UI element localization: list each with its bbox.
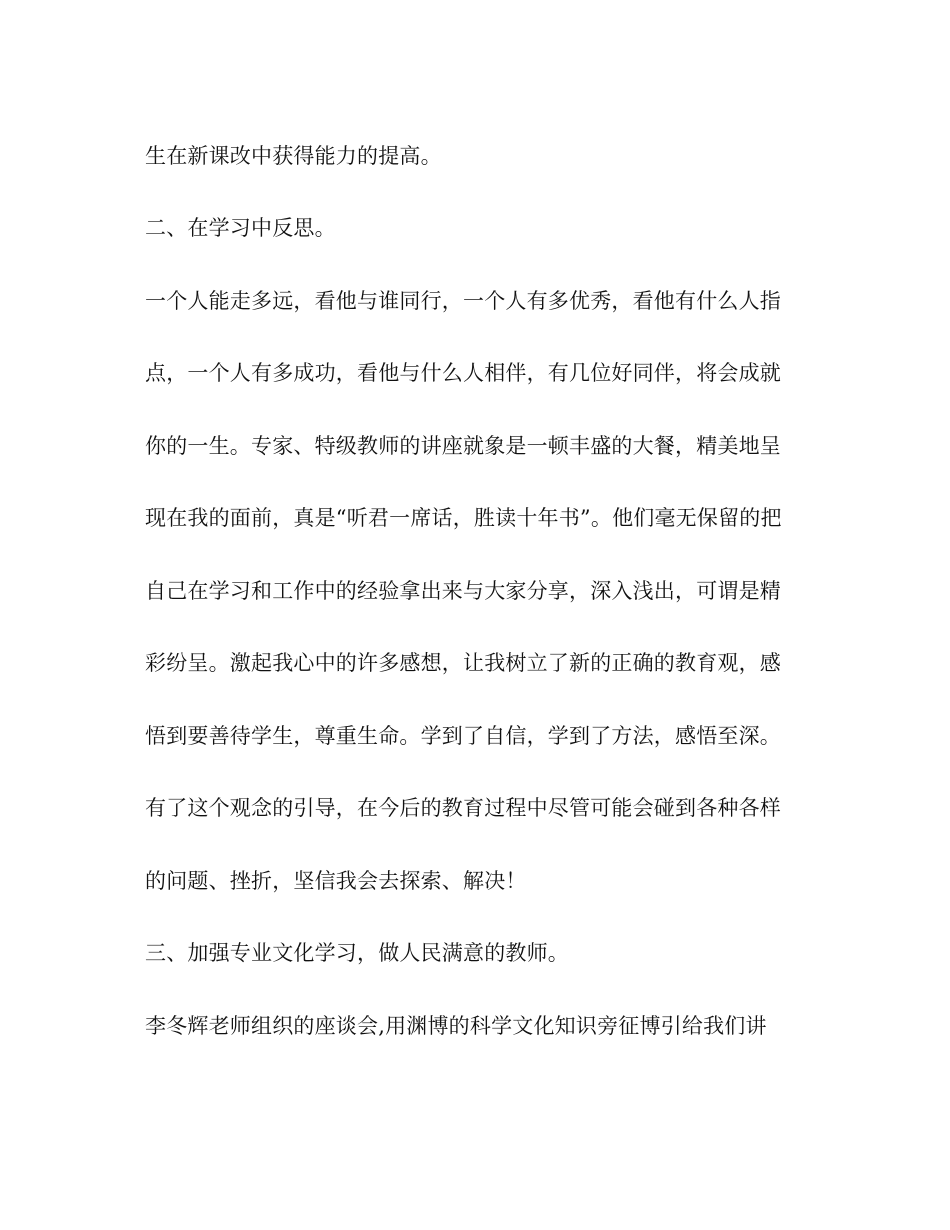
section-heading: 三、加强专业文化学习，做人民满意的教师。 <box>145 941 569 965</box>
text-line: 彩纷呈。激起我心中的许多感想，让我树立了新的正确的教育观，感 <box>145 651 781 675</box>
text-line: 你的一生。专家、特级教师的讲座就象是一顿丰盛的大餐，精美地呈 <box>145 434 781 458</box>
text-line: 有了这个观念的引导，在今后的教育过程中尽管可能会碰到各种各样 <box>145 796 781 820</box>
text-line: 悟到要善待学生，尊重生命。学到了自信，学到了方法，感悟至深。 <box>145 724 781 748</box>
text-line: 的问题、挫折，坚信我会去探索、解决！ <box>145 869 527 893</box>
text-line: 一个人能走多远，看他与谁同行，一个人有多优秀，看他有什么人指 <box>145 289 781 313</box>
text-line: 点，一个人有多成功，看他与什么人相伴，有几位好同伴，将会成就 <box>145 361 781 385</box>
text-line: 生在新课改中获得能力的提高。 <box>145 144 442 168</box>
section-heading: 二、在学习中反思。 <box>145 216 336 240</box>
text-line: 李冬辉老师组织的座谈会,用渊博的科学文化知识旁征博引给我们讲 <box>145 1014 767 1038</box>
text-line: 现在我的面前，真是“听君一席话，胜读十年书”。他们毫无保留的把 <box>145 506 782 530</box>
text-line: 自己在学习和工作中的经验拿出来与大家分享，深入浅出，可谓是精 <box>145 579 781 603</box>
